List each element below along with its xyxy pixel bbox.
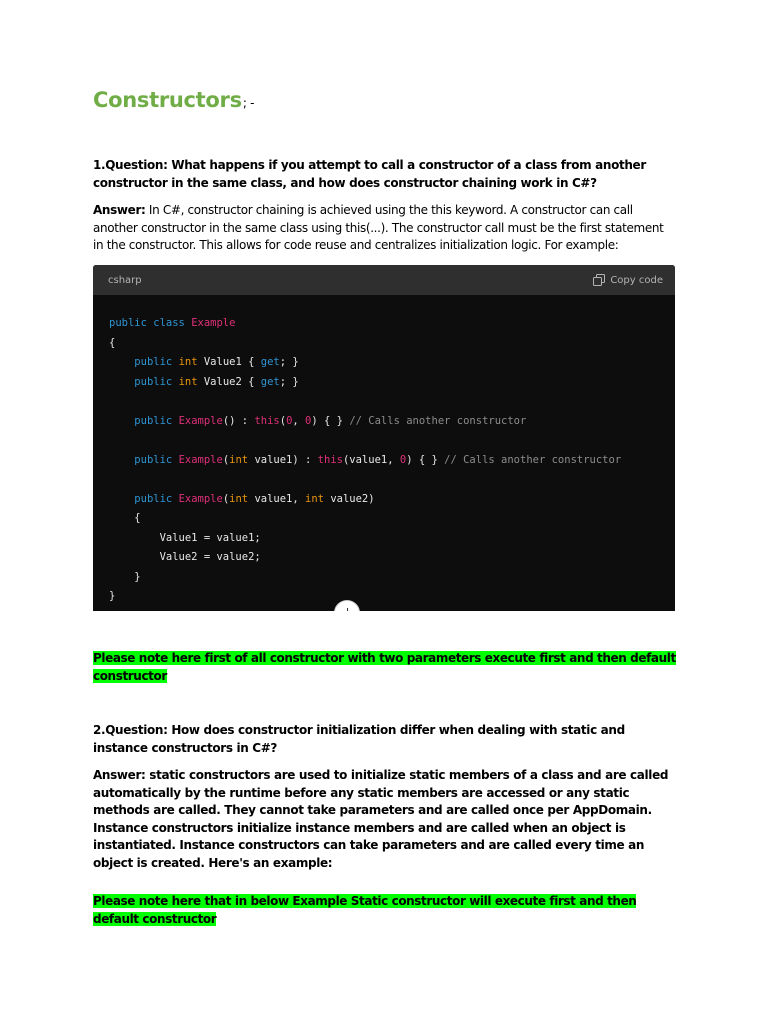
copy-code-button[interactable] (593, 274, 663, 286)
code-line: Value1 = value1; (109, 532, 261, 544)
code-line: public int Value1 { get; } (134, 356, 299, 368)
answer-1-text: In C#, constructor chaining is achieved using the this keyword. A constructor can call another constructor in the same class using this(...). The constructor call must be the first statement in the constructor. This allows for code reuse and centralizes initialization logic. For example: (93, 203, 664, 252)
code-line: { (109, 337, 116, 349)
code-line: public Example(int value1, int value2) (134, 493, 375, 505)
note-1-text: Please note here first of all constructor with two parameters execute first and then default constructor (93, 651, 676, 683)
answer-1-label: Answer: (93, 203, 146, 217)
title-main: Constructors (93, 88, 242, 112)
question-1: 1.Question: What happens if you attempt to call a constructor of a class from another constructor in the same class, and how does constructor chaining work in C#? (93, 158, 646, 190)
page-title (93, 88, 254, 112)
copy-icon (593, 274, 605, 286)
code-line: public Example(int value1) : this(value1, 0) { } // Calls another constructor (134, 454, 622, 466)
answer-1 (93, 202, 676, 255)
page-background-cover (330, 611, 366, 631)
note-1 (93, 649, 676, 685)
note-2-text: Please note here that in below Example Static constructor will execute first and then default constructor (93, 894, 637, 926)
code-line: { (109, 512, 141, 524)
code-line: } (109, 590, 116, 602)
title-suffix: ; - (242, 96, 255, 110)
answer-2: Answer: static constructors are used to initialize static members of a class and are called automatically by the runtime before any static members are accessed or any static methods are called. They cannot take parameters and are called once per AppDomain. Instance constructors initialize instance members and are called when an object is instantiated. Instance constructors can take parameters and are called every time an object is created. Here's an example: (93, 768, 669, 870)
question-2: 2.Question: How does constructor initialization differ when dealing with static and instance constructors in C#? (93, 723, 625, 755)
copy-code-label: Copy code (610, 274, 663, 286)
code-block (93, 265, 675, 611)
code-line: public Example() : this(0, 0) { } // Calls another constructor (134, 415, 527, 427)
code-line: } (109, 571, 141, 583)
code-line: Value2 = value2; (109, 551, 261, 563)
code-language-label: csharp (108, 274, 142, 286)
code-line: public class Example (109, 317, 236, 329)
code-header (93, 265, 675, 295)
code-line: public int Value2 { get; } (134, 376, 299, 388)
note-2 (93, 892, 676, 928)
